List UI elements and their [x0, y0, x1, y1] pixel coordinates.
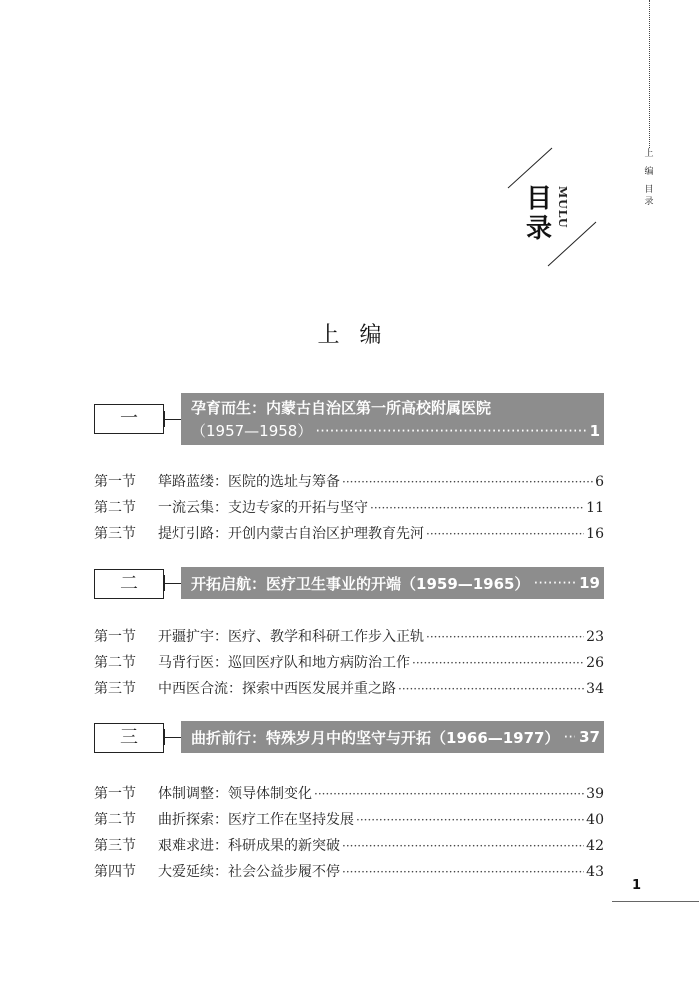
chapter-years: （1957—1958）	[191, 422, 313, 440]
section-title: 马背行医：巡回医疗队和地方病防治工作	[158, 655, 410, 671]
dot-leader	[356, 813, 584, 827]
chapter-title: 开拓启航：医疗卫生事业的开端（1959—1965）	[191, 574, 530, 593]
dot-leader	[398, 682, 584, 696]
dot-leader	[342, 865, 584, 879]
chapter-title: 曲折前行：特殊岁月中的坚守与开拓（1966—1977）	[191, 728, 560, 747]
section-number: 第二节	[94, 812, 136, 828]
contents-title: 目 录	[525, 184, 552, 244]
section-title: 开疆扩宇：医疗、教学和科研工作步入正轨	[158, 629, 424, 645]
section-number: 第三节	[94, 838, 136, 854]
decorative-slashes	[500, 140, 610, 270]
section-page: 39	[586, 786, 604, 802]
dot-leader	[534, 574, 576, 592]
section-number: 第一节	[94, 786, 136, 802]
toc-entry[interactable]	[94, 652, 604, 672]
page-number-rule	[612, 901, 699, 902]
section-title: 一流云集：支边专家的开拓与坚守	[158, 500, 368, 516]
toc-entry[interactable]	[94, 678, 604, 698]
toc-entry[interactable]	[94, 861, 604, 881]
chapter-title-bar[interactable]	[181, 721, 604, 753]
dot-leader	[412, 656, 584, 670]
section-number: 第三节	[94, 681, 136, 697]
section-number: 第三节	[94, 526, 136, 542]
chapter-title-bar[interactable]	[181, 567, 604, 599]
section-page: 34	[586, 681, 604, 697]
section-title: 曲折探索：医疗工作在坚持发展	[158, 812, 354, 828]
dot-leader	[342, 475, 593, 489]
chapter-page: 1	[589, 422, 600, 440]
chapter-connector	[164, 737, 181, 738]
section-page: 40	[586, 812, 604, 828]
section-title: 艰难求进：科研成果的新突破	[158, 838, 340, 854]
dot-leader	[426, 527, 584, 541]
toc-entry[interactable]	[94, 497, 604, 517]
part-title: 上编	[317, 323, 402, 348]
section-number: 第一节	[94, 474, 136, 490]
section-page: 26	[586, 655, 604, 671]
toc-entry[interactable]	[94, 626, 604, 646]
toc-entry[interactable]	[94, 835, 604, 855]
section-title: 中西医合流：探索中西医发展并重之路	[158, 681, 396, 697]
dot-leader	[315, 420, 586, 442]
contents-title-pinyin: MULU	[556, 186, 569, 229]
dot-leader	[370, 501, 584, 515]
section-page: 42	[586, 838, 604, 854]
running-head-char: 上	[644, 149, 654, 159]
dot-leader	[426, 630, 584, 644]
section-number: 第二节	[94, 655, 136, 671]
running-head-char: 编	[644, 167, 654, 177]
section-number: 第一节	[94, 629, 136, 645]
section-title: 提灯引路：开创内蒙古自治区护理教育先河	[158, 526, 424, 542]
contents-heading	[500, 140, 610, 270]
dot-leader	[564, 728, 576, 746]
section-page: 11	[586, 500, 604, 516]
running-head-char: 目	[644, 185, 654, 195]
section-page: 43	[586, 864, 604, 880]
toc-entry[interactable]	[94, 809, 604, 829]
section-page: 6	[595, 474, 604, 490]
section-title: 体制调整：领导体制变化	[158, 786, 312, 802]
chapter-page: 19	[579, 574, 600, 592]
dot-leader	[314, 787, 584, 801]
section-page: 16	[586, 526, 604, 542]
running-head	[642, 148, 656, 208]
chapter-connector	[164, 419, 181, 420]
section-title: 筚路蓝缕：医院的选址与筹备	[158, 474, 340, 490]
toc-entry[interactable]	[94, 471, 604, 491]
dot-leader	[342, 839, 584, 853]
chapter-number-box: 三	[94, 723, 164, 753]
chapter-number-box: 一	[94, 404, 164, 434]
toc-entry[interactable]	[94, 523, 604, 543]
toc-entry[interactable]	[94, 783, 604, 803]
chapter-title: 孕育而生：内蒙古自治区第一所高校附属医院	[191, 399, 492, 417]
chapter-connector	[164, 575, 165, 591]
chapter-connector	[164, 729, 165, 745]
section-page: 23	[586, 629, 604, 645]
chapter-connector	[164, 411, 165, 427]
side-dotted-rule	[649, 0, 650, 148]
section-number: 第四节	[94, 864, 136, 880]
running-head-char: 录	[644, 197, 654, 207]
page-number: 1	[632, 878, 642, 893]
chapter-number-box: 二	[94, 569, 164, 599]
section-title: 大爱延续：社会公益步履不停	[158, 864, 340, 880]
section-number: 第二节	[94, 500, 136, 516]
chapter-page: 37	[579, 728, 600, 746]
chapter-connector	[164, 583, 181, 584]
chapter-title-bar[interactable]	[181, 393, 604, 445]
